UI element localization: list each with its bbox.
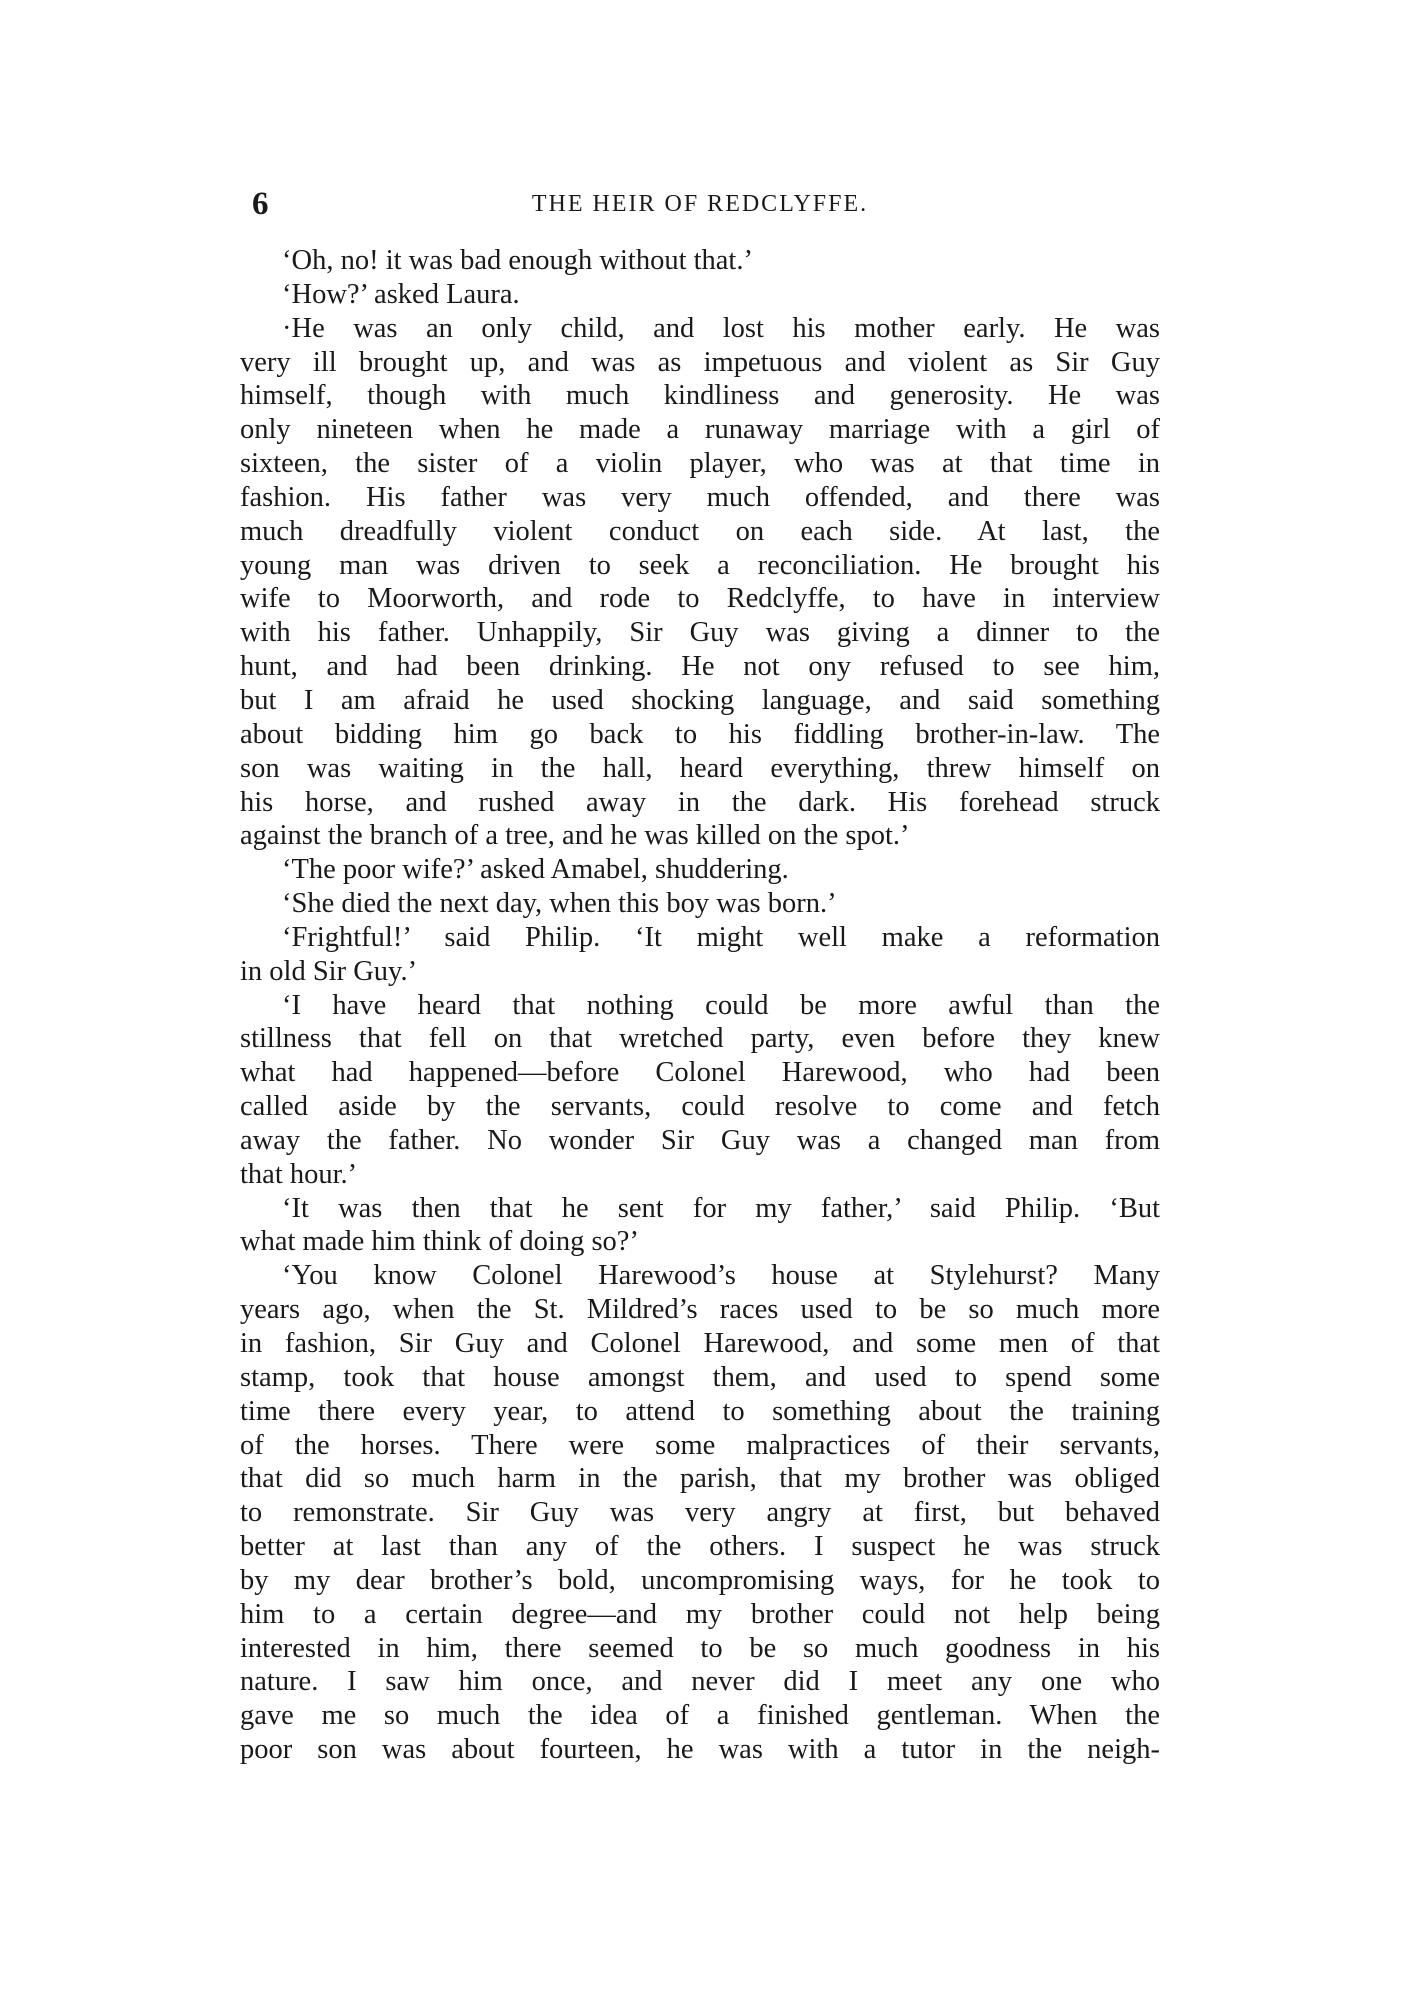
text-line: ‘It was then that he sent for my father,’ said Philip. ‘But bbox=[282, 1192, 1160, 1224]
text-line: hunt, and had been drinking. He not ony refused to see him, bbox=[240, 651, 1160, 683]
text-line: very ill brought up, and was as impetuous and violent as Sir Guy bbox=[240, 346, 1160, 378]
text-line: fashion. His father was very much offended, and there was bbox=[240, 481, 1160, 513]
text-line: ‘Frightful!’ said Philip. ‘It might well make a reformation bbox=[282, 921, 1160, 953]
text-line: himself, though with much kindliness and generosity. He was bbox=[240, 380, 1160, 412]
page-header bbox=[240, 186, 1160, 226]
text-line: much dreadfully violent conduct on each side. At last, the bbox=[240, 515, 1160, 547]
text-line: ‘How?’ asked Laura. bbox=[282, 278, 520, 310]
text-line: by my dear brother’s bold, uncompromising ways, for he took to bbox=[240, 1564, 1160, 1596]
text-line: of the horses. There were some malpractices of their servants, bbox=[240, 1429, 1160, 1461]
text-line: what had happened—before Colonel Harewood, who had been bbox=[240, 1057, 1160, 1089]
text-line: stillness that fell on that wretched party, even before they knew bbox=[240, 1023, 1160, 1055]
text-line: about bidding him go back to his fiddling brother-in-law. The bbox=[240, 718, 1160, 750]
page-number: 6 bbox=[252, 186, 269, 222]
text-line: what made him think of doing so?’ bbox=[240, 1226, 639, 1258]
text-line: stamp, took that house amongst them, and used to spend some bbox=[240, 1361, 1160, 1393]
text-line: that hour.’ bbox=[240, 1158, 358, 1190]
text-line: nature. I saw him once, and never did I meet any one who bbox=[240, 1666, 1160, 1698]
text-line: with his father. Unhappily, Sir Guy was giving a dinner to the bbox=[240, 617, 1160, 649]
text-line: sixteen, the sister of a violin player, who was at that time in bbox=[240, 448, 1160, 480]
text-line: him to a certain degree—and my brother could not help being bbox=[240, 1598, 1160, 1630]
text-line: called aside by the servants, could resolve to come and fetch bbox=[240, 1091, 1160, 1123]
text-line: poor son was about fourteen, he was with a tutor in the neigh- bbox=[240, 1734, 1160, 1766]
text-line: to remonstrate. Sir Guy was very angry at first, but behaved bbox=[240, 1497, 1160, 1529]
text-line: against the branch of a tree, and he was killed on the spot.’ bbox=[240, 820, 910, 852]
text-line: wife to Moorworth, and rode to Redclyffe, to have in interview bbox=[240, 583, 1160, 615]
text-line: that did so much harm in the parish, that my brother was obliged bbox=[240, 1463, 1160, 1495]
text-line: in old Sir Guy.’ bbox=[240, 955, 418, 987]
text-line: time there every year, to attend to something about the training bbox=[240, 1395, 1160, 1427]
body-text bbox=[240, 244, 1160, 1767]
text-line: ‘She died the next day, when this boy was born.’ bbox=[282, 888, 837, 920]
text-line: ·He was an only child, and lost his mother early. He was bbox=[282, 312, 1160, 344]
text-line: away the father. No wonder Sir Guy was a changed man from bbox=[240, 1124, 1160, 1156]
text-line: in fashion, Sir Guy and Colonel Harewood, and some men of that bbox=[240, 1328, 1160, 1359]
text-line: ‘You know Colonel Harewood’s house at Stylehurst? Many bbox=[282, 1260, 1160, 1292]
text-line: but I am afraid he used shocking language, and said something bbox=[240, 684, 1160, 716]
text-line: ‘The poor wife?’ asked Amabel, shuddering. bbox=[282, 854, 789, 886]
running-title: THE HEIR OF REDCLYFFE. bbox=[531, 191, 869, 217]
text-line: son was waiting in the hall, heard everything, threw himself on bbox=[240, 752, 1160, 784]
text-line: ‘Oh, no! it was bad enough without that.’ bbox=[282, 245, 753, 276]
text-line: interested in him, there seemed to be so much goodness in his bbox=[240, 1632, 1160, 1664]
text-line: years ago, when the St. Mildred’s races used to be so much more bbox=[240, 1294, 1160, 1326]
text-line: ‘I have heard that nothing could be more awful than the bbox=[282, 989, 1160, 1021]
text-line: better at last than any of the others. I suspect he was struck bbox=[240, 1531, 1160, 1563]
text-line: gave me so much the idea of a finished gentleman. When the bbox=[240, 1700, 1160, 1732]
text-line: young man was driven to seek a reconciliation. He brought his bbox=[240, 549, 1160, 581]
text-line: his horse, and rushed away in the dark. His forehead struck bbox=[240, 786, 1160, 818]
text-line: only nineteen when he made a runaway marriage with a girl of bbox=[240, 414, 1160, 446]
